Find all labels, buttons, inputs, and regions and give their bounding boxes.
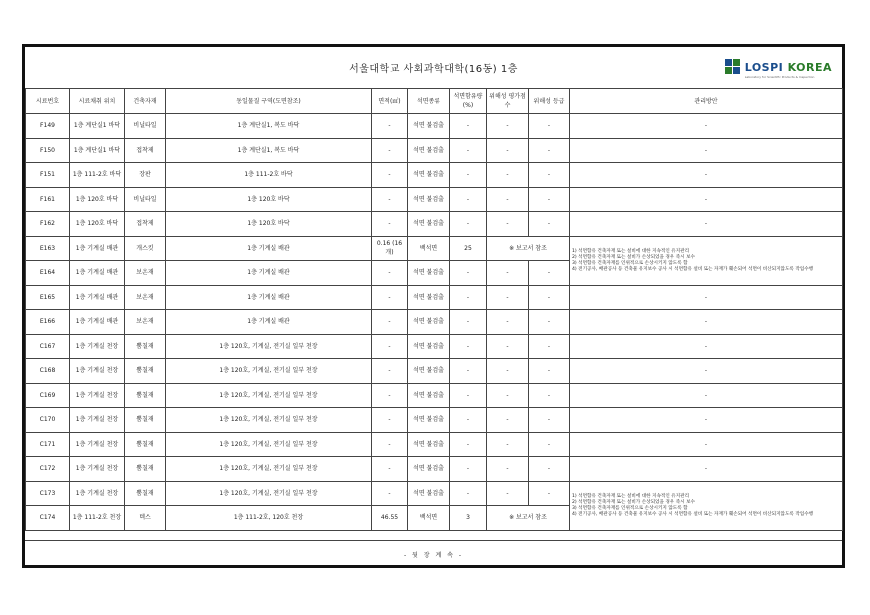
survey-table bbox=[25, 88, 843, 531]
cell-loc: 1층 기계실 배관 bbox=[70, 310, 125, 335]
cell-zone: 1층 120호, 기계실, 전기실 일부 천장 bbox=[166, 432, 372, 457]
cell-score: - bbox=[487, 138, 529, 163]
cell-loc: 1층 기계실 배관 bbox=[70, 261, 125, 286]
cell-loc: 1층 기계실 천장 bbox=[70, 359, 125, 384]
cell-id: C173 bbox=[26, 481, 70, 506]
cell-plan: - bbox=[570, 334, 843, 359]
cell-id: E163 bbox=[26, 236, 70, 261]
page-title: 서울대학교 사회과학대학(16동) 1층 bbox=[349, 64, 518, 75]
cell-area: - bbox=[372, 114, 408, 139]
cell-pct: 25 bbox=[450, 236, 487, 261]
cell-grade: - bbox=[529, 114, 570, 139]
cell-loc: 1층 120호 바닥 bbox=[70, 212, 125, 237]
col-header: 위해성 등급 bbox=[529, 89, 570, 114]
cell-area: - bbox=[372, 359, 408, 384]
cell-zone: 1층 기계실 배관 bbox=[166, 261, 372, 286]
cell-zone: 1층 계단실1, 복도 바닥 bbox=[166, 114, 372, 139]
cell-area: - bbox=[372, 261, 408, 286]
cell-id: F151 bbox=[26, 163, 70, 188]
cell-grade: - bbox=[529, 359, 570, 384]
note-line: 3) 석면함유 건축자재를 인위적으로 손상시키지 않도록 함 bbox=[572, 505, 688, 511]
cell-area: - bbox=[372, 383, 408, 408]
cell-zone: 1층 120호 바닥 bbox=[166, 187, 372, 212]
cell-pct: - bbox=[450, 138, 487, 163]
cell-pct: - bbox=[450, 114, 487, 139]
cell-score: - bbox=[487, 212, 529, 237]
cell-grade: - bbox=[529, 163, 570, 188]
cell-type: 석면 불검출 bbox=[408, 261, 450, 286]
cell-id: F150 bbox=[26, 138, 70, 163]
cell-pct: - bbox=[450, 187, 487, 212]
cell-area: 46.55 bbox=[372, 506, 408, 531]
cell-loc: 1층 기계실 천장 bbox=[70, 457, 125, 482]
cell-mat: 뿜칠재 bbox=[125, 408, 166, 433]
cell-pct: - bbox=[450, 212, 487, 237]
cell-id: E164 bbox=[26, 261, 70, 286]
cell-zone: 1층 111-2호 바닥 bbox=[166, 163, 372, 188]
cell-id: C170 bbox=[26, 408, 70, 433]
cell-plan: - bbox=[570, 432, 843, 457]
cell-type: 석면 불검출 bbox=[408, 285, 450, 310]
cell-id: C174 bbox=[26, 506, 70, 531]
cell-mat: 비닐타일 bbox=[125, 187, 166, 212]
cell-pct: - bbox=[450, 383, 487, 408]
cell-type: 석면 불검출 bbox=[408, 383, 450, 408]
cell-mat: 접착제 bbox=[125, 212, 166, 237]
cell-loc: 1층 기계실 천장 bbox=[70, 432, 125, 457]
note-line: 3) 석면함유 건축자재를 인위적으로 손상시키지 않도록 함 bbox=[572, 260, 688, 266]
col-header: 건축자재 bbox=[125, 89, 166, 114]
col-header: 석면함유량 (%) bbox=[450, 89, 487, 114]
cell-loc: 1층 기계실 배관 bbox=[70, 236, 125, 261]
cell-grade: - bbox=[529, 432, 570, 457]
cell-zone: 1층 계단실1, 복도 바닥 bbox=[166, 138, 372, 163]
cell-grade: - bbox=[529, 261, 570, 286]
table-row bbox=[26, 457, 843, 482]
cell-loc: 1층 기계실 천장 bbox=[70, 481, 125, 506]
cell-pct: - bbox=[450, 359, 487, 384]
cell-zone: 1층 111-2호, 120호 천장 bbox=[166, 506, 372, 531]
cell-area: - bbox=[372, 138, 408, 163]
cell-score: - bbox=[487, 383, 529, 408]
cell-zone: 1층 기계실 배관 bbox=[166, 310, 372, 335]
cell-id: E165 bbox=[26, 285, 70, 310]
cell-plan: - bbox=[570, 138, 843, 163]
table-row bbox=[26, 114, 843, 139]
cell-type: 석면 불검출 bbox=[408, 334, 450, 359]
cell-mat: 뿜칠재 bbox=[125, 383, 166, 408]
note-line: 2) 석면함유 건축자재 또는 설비가 손상되었을 경우 즉시 보수 bbox=[572, 254, 695, 260]
cell-score: - bbox=[487, 187, 529, 212]
cell-mat: 텍스 bbox=[125, 506, 166, 531]
table-row bbox=[26, 310, 843, 335]
title-bar bbox=[25, 47, 842, 89]
cell-area: - bbox=[372, 457, 408, 482]
cell-score: - bbox=[487, 285, 529, 310]
cell-zone: 1층 120호 바닥 bbox=[166, 212, 372, 237]
cell-grade: - bbox=[529, 408, 570, 433]
cell-mat: 보온재 bbox=[125, 261, 166, 286]
cell-mat: 뿜칠재 bbox=[125, 457, 166, 482]
cell-area: - bbox=[372, 432, 408, 457]
cell-zone: 1층 120호, 기계실, 전기실 일부 천장 bbox=[166, 457, 372, 482]
cell-pct: - bbox=[450, 285, 487, 310]
cell-type: 석면 불검출 bbox=[408, 163, 450, 188]
cell-id: C171 bbox=[26, 432, 70, 457]
cell-score: - bbox=[487, 432, 529, 457]
cell-zone: 1층 기계실 배관 bbox=[166, 285, 372, 310]
table-row bbox=[26, 138, 843, 163]
cell-area: - bbox=[372, 163, 408, 188]
cell-grade: - bbox=[529, 285, 570, 310]
cell-score: - bbox=[487, 310, 529, 335]
note-line: 1) 석면함유 건축자재 또는 설비에 대한 지속적인 유지관리 bbox=[572, 248, 690, 254]
cell-type: 백석면 bbox=[408, 506, 450, 531]
col-header: 동일물질 구역(도면참조) bbox=[166, 89, 372, 114]
cell-loc: 1층 기계실 천장 bbox=[70, 408, 125, 433]
cell-loc: 1층 기계실 천장 bbox=[70, 334, 125, 359]
cell-type: 석면 불검출 bbox=[408, 187, 450, 212]
cell-id: F161 bbox=[26, 187, 70, 212]
col-header: 시료번호 bbox=[26, 89, 70, 114]
cell-grade: - bbox=[529, 457, 570, 482]
cell-grade: - bbox=[529, 383, 570, 408]
cell-area: - bbox=[372, 212, 408, 237]
lospi-logo bbox=[725, 57, 832, 77]
table-row bbox=[26, 163, 843, 188]
cell-type: 석면 불검출 bbox=[408, 310, 450, 335]
report-frame bbox=[22, 44, 845, 568]
cell-pct: - bbox=[450, 163, 487, 188]
cell-area: 0.16 (16개) bbox=[372, 236, 408, 261]
cell-type: 석면 불검출 bbox=[408, 457, 450, 482]
cell-mat: 비닐타일 bbox=[125, 114, 166, 139]
cell-type: 백석면 bbox=[408, 236, 450, 261]
cell-type: 석면 불검출 bbox=[408, 138, 450, 163]
cell-loc: 1층 120호 바닥 bbox=[70, 187, 125, 212]
note-line: 4) 전기공사, 배관공사 등 건축물 유지보수 공사 시 석면함유 설비 또는 자재가 훼손되어 석면이 비산되지않도록 작업수행 bbox=[572, 266, 814, 272]
table-row bbox=[26, 408, 843, 433]
cell-id: F162 bbox=[26, 212, 70, 237]
cell-zone: 1층 120호, 기계실, 전기실 일부 천장 bbox=[166, 383, 372, 408]
cell-loc: 1층 111-2호 바닥 bbox=[70, 163, 125, 188]
management-plan-note bbox=[570, 236, 843, 285]
cell-pct: - bbox=[450, 408, 487, 433]
continued-note: - 뒷 장 계 속 - bbox=[403, 552, 464, 559]
cell-grade: - bbox=[529, 481, 570, 506]
cell-type: 석면 불검출 bbox=[408, 114, 450, 139]
cell-type: 석면 불검출 bbox=[408, 481, 450, 506]
cell-id: C172 bbox=[26, 457, 70, 482]
logo-text: LOSPI KOREA bbox=[744, 60, 832, 74]
table-row bbox=[26, 334, 843, 359]
table-row bbox=[26, 236, 843, 261]
cell-score: - bbox=[487, 334, 529, 359]
cell-score: ※ 보고서 참조 bbox=[487, 236, 570, 261]
cell-area: - bbox=[372, 334, 408, 359]
cell-score: - bbox=[487, 261, 529, 286]
note-line: 2) 석면함유 건축자재 또는 설비가 손상되었을 경우 즉시 보수 bbox=[572, 499, 695, 505]
cell-area: - bbox=[372, 187, 408, 212]
cell-pct: - bbox=[450, 457, 487, 482]
table-row bbox=[26, 187, 843, 212]
cell-type: 석면 불검출 bbox=[408, 212, 450, 237]
cell-zone: 1층 120호, 기계실, 전기실 일부 천장 bbox=[166, 359, 372, 384]
cell-grade: - bbox=[529, 334, 570, 359]
cell-plan: - bbox=[570, 187, 843, 212]
table-row bbox=[26, 212, 843, 237]
cell-type: 석면 불검출 bbox=[408, 408, 450, 433]
cell-mat: 뿜칠재 bbox=[125, 359, 166, 384]
cell-area: - bbox=[372, 481, 408, 506]
cell-pct: 3 bbox=[450, 506, 487, 531]
cell-grade: - bbox=[529, 138, 570, 163]
logo-tagline: Laboratory for Scientific Products & Inspection bbox=[744, 74, 815, 79]
col-header: 석면종류 bbox=[408, 89, 450, 114]
cell-type: 석면 불검출 bbox=[408, 432, 450, 457]
cell-score: - bbox=[487, 457, 529, 482]
cell-loc: 1층 계단실1 바닥 bbox=[70, 114, 125, 139]
cell-zone: 1층 기계실 배관 bbox=[166, 236, 372, 261]
cell-score: - bbox=[487, 481, 529, 506]
cell-mat: 접착제 bbox=[125, 138, 166, 163]
table-row bbox=[26, 432, 843, 457]
cell-mat: 뿜칠재 bbox=[125, 334, 166, 359]
cell-plan: - bbox=[570, 408, 843, 433]
cell-id: E166 bbox=[26, 310, 70, 335]
cell-plan: - bbox=[570, 212, 843, 237]
cell-plan: - bbox=[570, 383, 843, 408]
cell-pct: - bbox=[450, 432, 487, 457]
cell-score: - bbox=[487, 163, 529, 188]
cell-loc: 1층 기계실 천장 bbox=[70, 383, 125, 408]
col-header: 관리방안 bbox=[570, 89, 843, 114]
note-line: 1) 석면함유 건축자재 또는 설비에 대한 지속적인 유지관리 bbox=[572, 493, 690, 499]
cell-grade: - bbox=[529, 310, 570, 335]
cell-loc: 1층 111-2호 천장 bbox=[70, 506, 125, 531]
cell-zone: 1층 120호, 기계실, 전기실 일부 천장 bbox=[166, 408, 372, 433]
cell-mat: 개스킷 bbox=[125, 236, 166, 261]
cell-plan: - bbox=[570, 457, 843, 482]
cell-pct: - bbox=[450, 261, 487, 286]
logo-mark-icon bbox=[725, 59, 741, 75]
cell-score: - bbox=[487, 408, 529, 433]
cell-zone: 1층 120호, 기계실, 전기실 일부 천장 bbox=[166, 334, 372, 359]
cell-pct: - bbox=[450, 310, 487, 335]
table-row bbox=[26, 359, 843, 384]
management-plan-note bbox=[570, 481, 843, 530]
cell-area: - bbox=[372, 285, 408, 310]
cell-loc: 1층 계단실1 바닥 bbox=[70, 138, 125, 163]
cell-plan: - bbox=[570, 310, 843, 335]
cell-score: - bbox=[487, 359, 529, 384]
col-header: 면적(㎡) bbox=[372, 89, 408, 114]
cell-mat: 뿜칠재 bbox=[125, 432, 166, 457]
cell-id: C168 bbox=[26, 359, 70, 384]
cell-id: C169 bbox=[26, 383, 70, 408]
cell-plan: - bbox=[570, 359, 843, 384]
cell-score: ※ 보고서 참조 bbox=[487, 506, 570, 531]
cell-plan: - bbox=[570, 163, 843, 188]
col-header: 위해성 평가점수 bbox=[487, 89, 529, 114]
note-line: 4) 전기공사, 배관공사 등 건축물 유지보수 공사 시 석면함유 설비 또는 자재가 훼손되어 석면이 비산되지않도록 작업수행 bbox=[572, 511, 814, 517]
cell-mat: 보온재 bbox=[125, 310, 166, 335]
cell-mat: 뿜칠재 bbox=[125, 481, 166, 506]
table-row bbox=[26, 481, 843, 506]
cell-loc: 1층 기계실 배관 bbox=[70, 285, 125, 310]
cell-pct: - bbox=[450, 334, 487, 359]
cell-grade: - bbox=[529, 212, 570, 237]
table-row bbox=[26, 383, 843, 408]
cell-plan: - bbox=[570, 285, 843, 310]
cell-score: - bbox=[487, 114, 529, 139]
cell-mat: 장판 bbox=[125, 163, 166, 188]
cell-id: C167 bbox=[26, 334, 70, 359]
table-row bbox=[26, 285, 843, 310]
cell-plan: - bbox=[570, 114, 843, 139]
col-header: 시료채취 위치 bbox=[70, 89, 125, 114]
cell-area: - bbox=[372, 408, 408, 433]
cell-mat: 보온재 bbox=[125, 285, 166, 310]
cell-type: 석면 불검출 bbox=[408, 359, 450, 384]
table-header-row bbox=[26, 89, 843, 114]
cell-id: F149 bbox=[26, 114, 70, 139]
cell-pct: - bbox=[450, 481, 487, 506]
footer-divider bbox=[25, 540, 842, 541]
cell-grade: - bbox=[529, 187, 570, 212]
cell-area: - bbox=[372, 310, 408, 335]
cell-zone: 1층 120호, 기계실, 전기실 일부 천장 bbox=[166, 481, 372, 506]
